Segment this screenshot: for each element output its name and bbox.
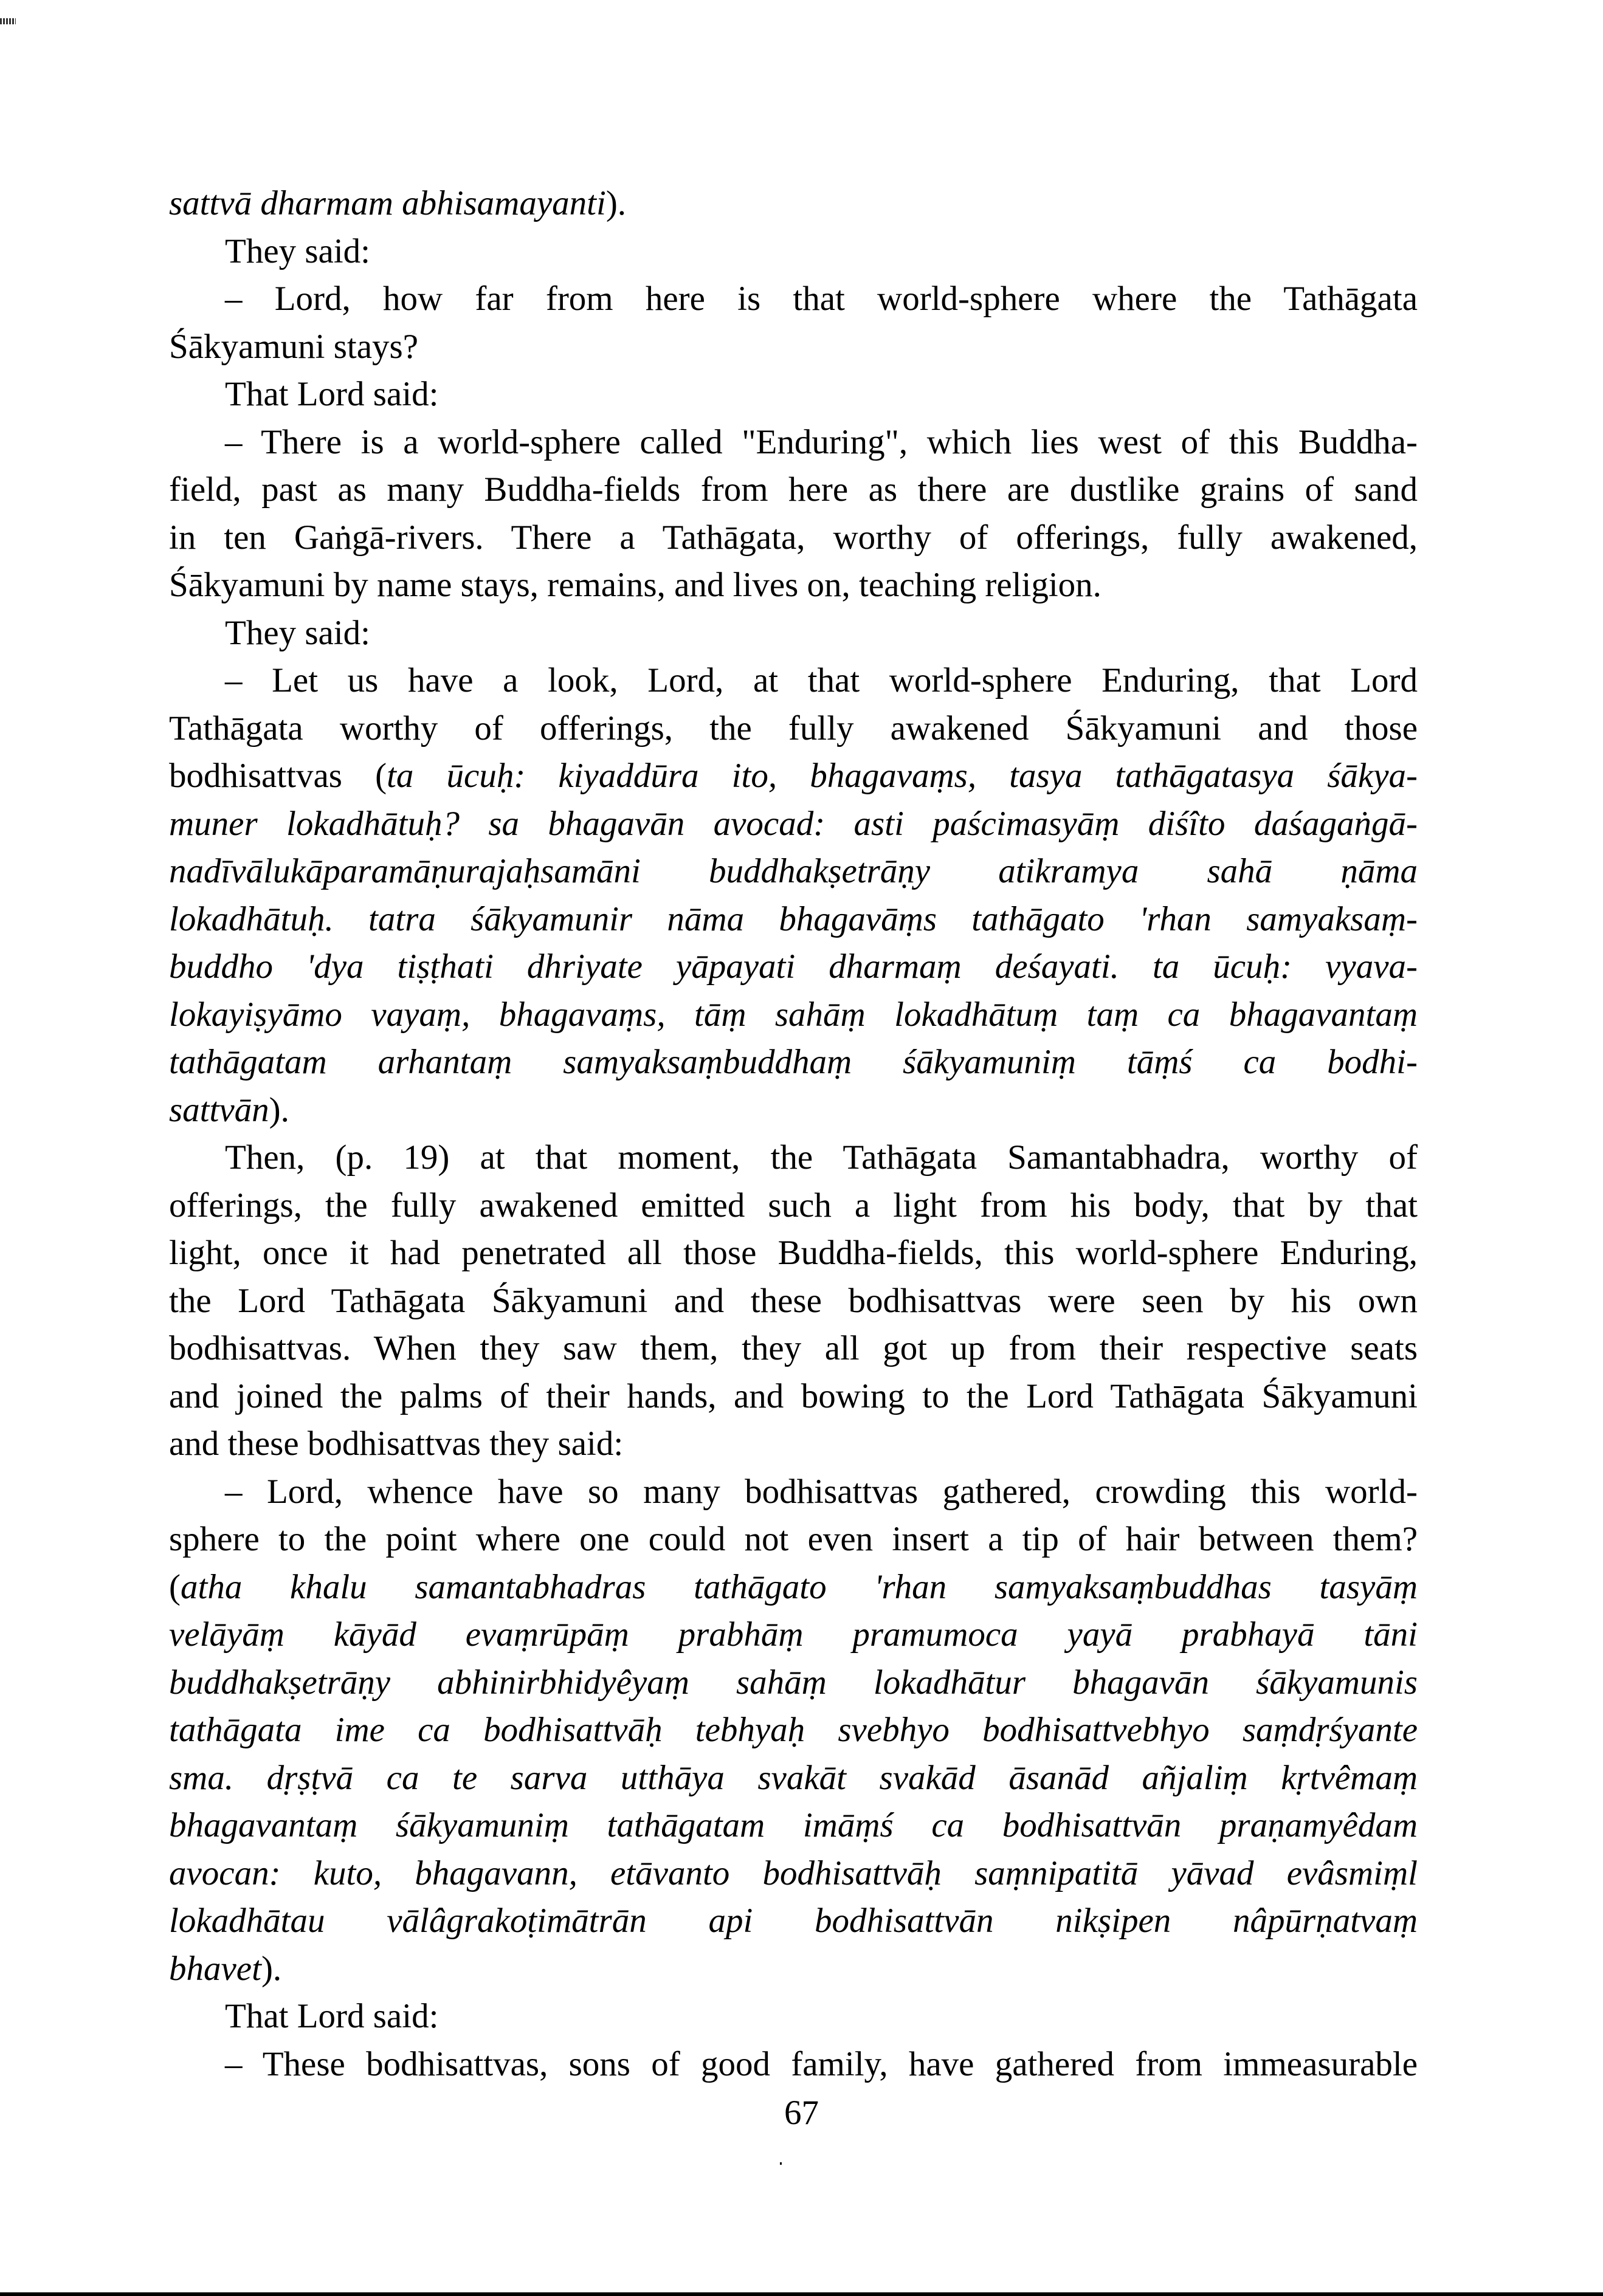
text-line <box>169 1802 1418 1850</box>
text-line <box>169 2041 1418 2089</box>
text-line <box>169 943 1418 991</box>
text-line <box>169 1659 1418 1707</box>
text-line <box>169 705 1418 753</box>
text-line <box>169 1325 1418 1373</box>
text-segment: ). <box>261 1949 282 1988</box>
text-line <box>169 323 1418 371</box>
sanskrit-text-segment: tathāgatam arhantaṃ samyaksaṃbuddhaṃ śākyamuniṃ tāṃś ca bodhi- <box>169 1043 1418 1081</box>
sanskrit-text-segment: tathāgata ime ca bodhisattvāḥ tebhyaḥ svebhyo bodhisattvebhyo saṃdṛśyante <box>169 1711 1418 1749</box>
sanskrit-text-segment: sattvān <box>169 1090 269 1129</box>
text-line <box>169 752 1418 800</box>
sanskrit-text-segment: buddhakṣetrāṇy abhinirbhidyêyaṃ sahāṃ lokadhātur bhagavān śākyamunis <box>169 1663 1418 1702</box>
text-segment: bodhisattvas. When they saw them, they all got up from their respective seats <box>169 1329 1418 1367</box>
text-segment: light, once it had penetrated all those Buddha-fields, this world-sphere Enduring, <box>169 1234 1418 1272</box>
text-line <box>169 514 1418 562</box>
text-line <box>169 228 1418 276</box>
text-segment: Śākyamuni stays? <box>169 327 419 366</box>
text-segment: Tathāgata worthy of offerings, the fully awakened Śākyamuni and those <box>169 709 1418 748</box>
text-line <box>169 275 1418 323</box>
sanskrit-text-segment: velāyāṃ kāyād evaṃrūpāṃ prabhāṃ pramumoca yayā prabhayā tāni <box>169 1615 1418 1654</box>
text-segment: Then, (p. 19) at that moment, the Tathāgata Samantabhadra, worthy of <box>225 1138 1418 1177</box>
text-segment: and joined the palms of their hands, and bowing to the Lord Tathāgata Śākyamuni <box>169 1377 1418 1415</box>
text-segment: – These bodhisattvas, sons of good family, have gathered from immeasurable <box>225 2044 1418 2083</box>
text-line <box>169 1468 1418 1516</box>
text-segment: – Lord, how far from here is that world-sphere where the Tathāgata <box>225 280 1418 318</box>
text-line <box>169 371 1418 419</box>
text-line <box>169 1420 1418 1468</box>
text-line <box>169 1897 1418 1945</box>
text-segment: and these bodhisattvas they said: <box>169 1425 624 1463</box>
text-line <box>169 419 1418 467</box>
text-segment: ). <box>605 184 627 222</box>
text-line <box>169 848 1418 896</box>
sanskrit-text-segment: lokadhātuḥ. tatra śākyamunir nāma bhagavāṃs tathāgato 'rhan samyaksaṃ- <box>169 899 1418 938</box>
text-segment: – Lord, whence have so many bodhisattvas gathered, crowding this world- <box>225 1472 1418 1511</box>
scan-speck <box>780 2162 782 2165</box>
text-segment: That Lord said: <box>225 1997 439 2035</box>
sanskrit-text-segment: sma. dṛṣṭvā ca te sarva utthāya svakāt svakād āsanād añjaliṃ kṛtvêmaṃ <box>169 1758 1418 1797</box>
scan-artifact-mark <box>0 18 16 24</box>
text-line <box>169 991 1418 1039</box>
text-segment: the Lord Tathāgata Śākyamuni and these bodhisattvas were seen by his own <box>169 1281 1418 1320</box>
text-line <box>169 1229 1418 1277</box>
sanskrit-text-segment: muner lokadhātuḥ? sa bhagavān avocad: asti paścimasyāṃ diśîto daśagaṅgā- <box>169 804 1418 843</box>
sanskrit-text-segment: avocan: kuto, bhagavann, etāvanto bodhisattvāḥ saṃnipatitā yāvad evâsmiṃl <box>169 1854 1418 1892</box>
text-segment: – Let us have a look, Lord, at that world-sphere Enduring, that Lord <box>225 661 1418 699</box>
text-line <box>169 1134 1418 1182</box>
text-segment: sphere to the point where one could not even insert a tip of hair between them? <box>169 1520 1418 1558</box>
sanskrit-text-segment: atha khalu samantabhadras tathāgato 'rhan samyaksaṃbuddhas tasyāṃ <box>180 1567 1418 1606</box>
sanskrit-text-segment: sattvā dharmam abhisamayanti <box>169 184 606 222</box>
text-line <box>169 896 1418 944</box>
text-line <box>169 1993 1418 2041</box>
page-body <box>169 180 1418 2088</box>
sanskrit-text-segment: nadīvālukāparamāṇurajaḥsamāni buddhakṣetrāṇy atikramya sahā ṇāma <box>169 852 1418 890</box>
text-line <box>169 1850 1418 1898</box>
text-segment: in ten Gaṅgā-rivers. There a Tathāgata, worthy of offerings, fully awakened, <box>169 518 1418 557</box>
text-line <box>169 1707 1418 1755</box>
text-line <box>169 1945 1418 1993</box>
text-line <box>169 800 1418 848</box>
sanskrit-text-segment: lokadhātau vālâgrakoṭimātrān api bodhisattvān nikṣipen nâpūrṇatvaṃ <box>169 1902 1418 1940</box>
text-line <box>169 1182 1418 1230</box>
text-segment: field, past as many Buddha-fields from here as there are dustlike grains of sand <box>169 470 1418 509</box>
text-segment: – There is a world-sphere called "Enduring", which lies west of this Buddha- <box>225 422 1418 461</box>
text-line <box>169 610 1418 658</box>
sanskrit-text-segment: ta ūcuḥ: kiyaddūra ito, bhagavaṃs, tasya tathāgatasya śākya- <box>387 757 1418 795</box>
text-segment: Śākyamuni by name stays, remains, and lives on, teaching religion. <box>169 566 1101 604</box>
sanskrit-text-segment: buddho 'dya tiṣṭhati dhriyate yāpayati dharmaṃ deśayati. ta ūcuḥ: vyava- <box>169 947 1418 986</box>
text-line <box>169 1277 1418 1325</box>
sanskrit-text-segment: bhavet <box>169 1949 261 1988</box>
text-line <box>169 1611 1418 1659</box>
text-line <box>169 180 1418 228</box>
text-line <box>169 657 1418 705</box>
text-line <box>169 1039 1418 1087</box>
text-line <box>169 1087 1418 1135</box>
sanskrit-text-segment: lokayiṣyāmo vayaṃ, bhagavaṃs, tāṃ sahāṃ lokadhātuṃ taṃ ca bhagavantaṃ <box>169 995 1418 1034</box>
text-line <box>169 562 1418 610</box>
sanskrit-text-segment: bhagavantaṃ śākyamuniṃ tathāgatam imāṃś ca bodhisattvān praṇamyêdam <box>169 1806 1418 1844</box>
text-segment: bodhisattvas ( <box>169 757 387 795</box>
text-segment: offerings, the fully awakened emitted such a light from his body, that by that <box>169 1186 1418 1225</box>
page-number: 67 <box>784 2094 819 2132</box>
text-segment: ( <box>169 1567 181 1606</box>
page-bottom-edge <box>0 2292 1603 2296</box>
text-segment: ). <box>269 1090 289 1129</box>
text-segment: They said: <box>225 232 371 270</box>
text-line <box>169 466 1418 514</box>
text-segment: They said: <box>225 613 371 652</box>
text-line <box>169 1516 1418 1564</box>
text-line <box>169 1564 1418 1612</box>
text-line <box>169 1373 1418 1421</box>
text-segment: That Lord said: <box>225 375 439 413</box>
text-line <box>169 1755 1418 1803</box>
